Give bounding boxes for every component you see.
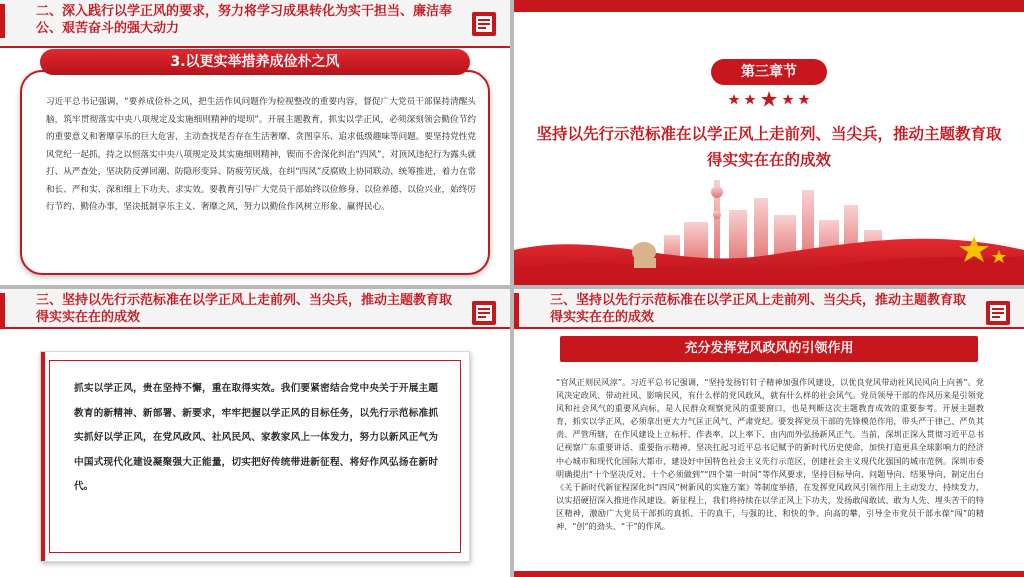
header-divider [0, 327, 510, 329]
slide-4[interactable] [514, 289, 1024, 577]
slide-2[interactable] [514, 0, 1024, 285]
section-header [514, 289, 1024, 329]
book-icon [468, 298, 500, 328]
card-body-text: 习近平总书记强调，“要养成俭朴之风，把生活作风问题作为检视整改的重要内容，督促广大党员干部保持清醒头脑，筑牢贯彻落实中央八项规定及实施细则精神的堤坝”。开展主题教育，抓实以学正风，必须深刻领会勤俭节约的重要意义和奢靡享乐的巨大危害，主动查找是否存在生活奢靡、贪图享乐、追求低级趣味等问题。要坚持党性党风党纪一起抓，持之以恒落实中央八项规定及其实施细则精神，锲而不舍深化纠治“四风”，对顶风违纪行为露头就打、从严查处，坚决防反弹回潮、防隐形变异、防疲劳厌战，在纠“四风”反腐败上协同联动、统筹推进，着力在常和长、严和实、深和细上下功夫、求实效。要教育引导广大党员干部始终以俭修身、以俭养德、以俭兴业，始终厉行节约、勤俭办事，坚决抵制享乐主义、奢靡之风，努力以勤俭作风树立形象、赢得民心。 [46, 97, 477, 212]
star-icon [728, 91, 810, 107]
card-body-text: “官风正则民风淳”。习近平总书记强调，“坚持发扬钉钉子精神加强作风建设，以优良党风带动社风民风向上向善”。党风决定政风、带动社风、影响民风，有什么样的党风政风，就有什么样的社会风气。党员领导干部的作风历来是引领党风和社会风气的重要风向标，是人民群众观察党风的重要窗口，也是判断这次主题教育成效的重要参考。开展主题教育，抓实以学正风，必须拿出更大力气匡正风气、严肃党纪。要发挥党员干部的先锋模范作用，带头严于律己、严负其责、严管所辖，在作风建设上立标杆、作表率，以上率下、由内而外弘扬新风正气。当前，深圳正深入贯彻习近平总书记视察广东重要讲话、重要指示精神，坚决扛起习近平总书记赋予的新时代历史使命，加快打造更具全球影响力的经济中心城市和现代化国际大都市，建设好中国特色社会主义先行示范区，创建社会主义现代化强国的城市范例。深圳市委明确提出“十个坚决反对、十个必须做到”“四个第一时间”等作风要求，坚持目标导向、问题导向、结果导向，制定出台《关于新时代新征程深化纠“四风”树新风的实施方案》等制度举措，在发挥党风政风引领作用上主动发力、持续发力，以实招硬招深入推进作风建设。新征程上，我们将持续在以学正风上下功夫，发扬敢闯敢试、敢为人先、埋头苦干的特区精神，激励广大党员干部抓的真抓、干的真干，与强的比、和快的争、向高的攀，引导全市党员干部永葆“闯”的精神、“创”的劲头、“干”的作风。 [556, 377, 984, 532]
book-icon [468, 9, 500, 39]
chapter-title: 坚持以先行示范标准在以学正风上走前列、当尖兵，推动主题教育取得实实在在的成效 [536, 125, 1002, 169]
card-accent-bar [41, 352, 45, 561]
slide-3[interactable] [0, 289, 510, 577]
header-accent-bar [0, 4, 5, 38]
section-header [0, 0, 510, 48]
slide-1[interactable] [0, 0, 510, 285]
section-header [0, 289, 510, 329]
section-heading: 二、深入践行以学正风的要求，努力将学习成果转化为实干担当、廉洁奉公、艰苦奋斗的强大动力 [36, 4, 453, 36]
top-red-band [514, 0, 1024, 12]
header-accent-bar [0, 293, 5, 327]
header-divider [514, 327, 1024, 329]
header-divider [0, 46, 510, 48]
card-subtitle: 3.以更实举措养成俭朴之风 [40, 49, 470, 75]
header-accent-bar [514, 293, 519, 327]
section-heading: 三、坚持以先行示范标准在以学正风上走前列、当尖兵，推动主题教育取得实实在在的成效 [550, 293, 967, 325]
chapter-badge: 第三章节 [711, 59, 827, 85]
bottom-red-strip [514, 571, 1024, 577]
section-heading: 三、坚持以先行示范标准在以学正风上走前列、当尖兵，推动主题教育取得实实在在的成效 [36, 293, 453, 325]
card-subtitle: 充分发挥党风政风的引领作用 [560, 336, 978, 362]
city-skyline-illustration [514, 160, 1024, 285]
card-body-text: 抓实以学正风，贵在坚持不懈，重在取得实效。我们要紧密结合党中央关于开展主题教育的新精神、新部署、新要求，牢牢把握以学正风的目标任务，以先行示范标准抓实抓好以学正风，在党风政风、社风民风、家教家风上一体发力，努力以新风正气为中国式现代化建设凝聚强大正能量，切实把好传统带进新征程、将好作风弘扬在新时代。 [74, 383, 438, 493]
book-icon [982, 298, 1014, 328]
